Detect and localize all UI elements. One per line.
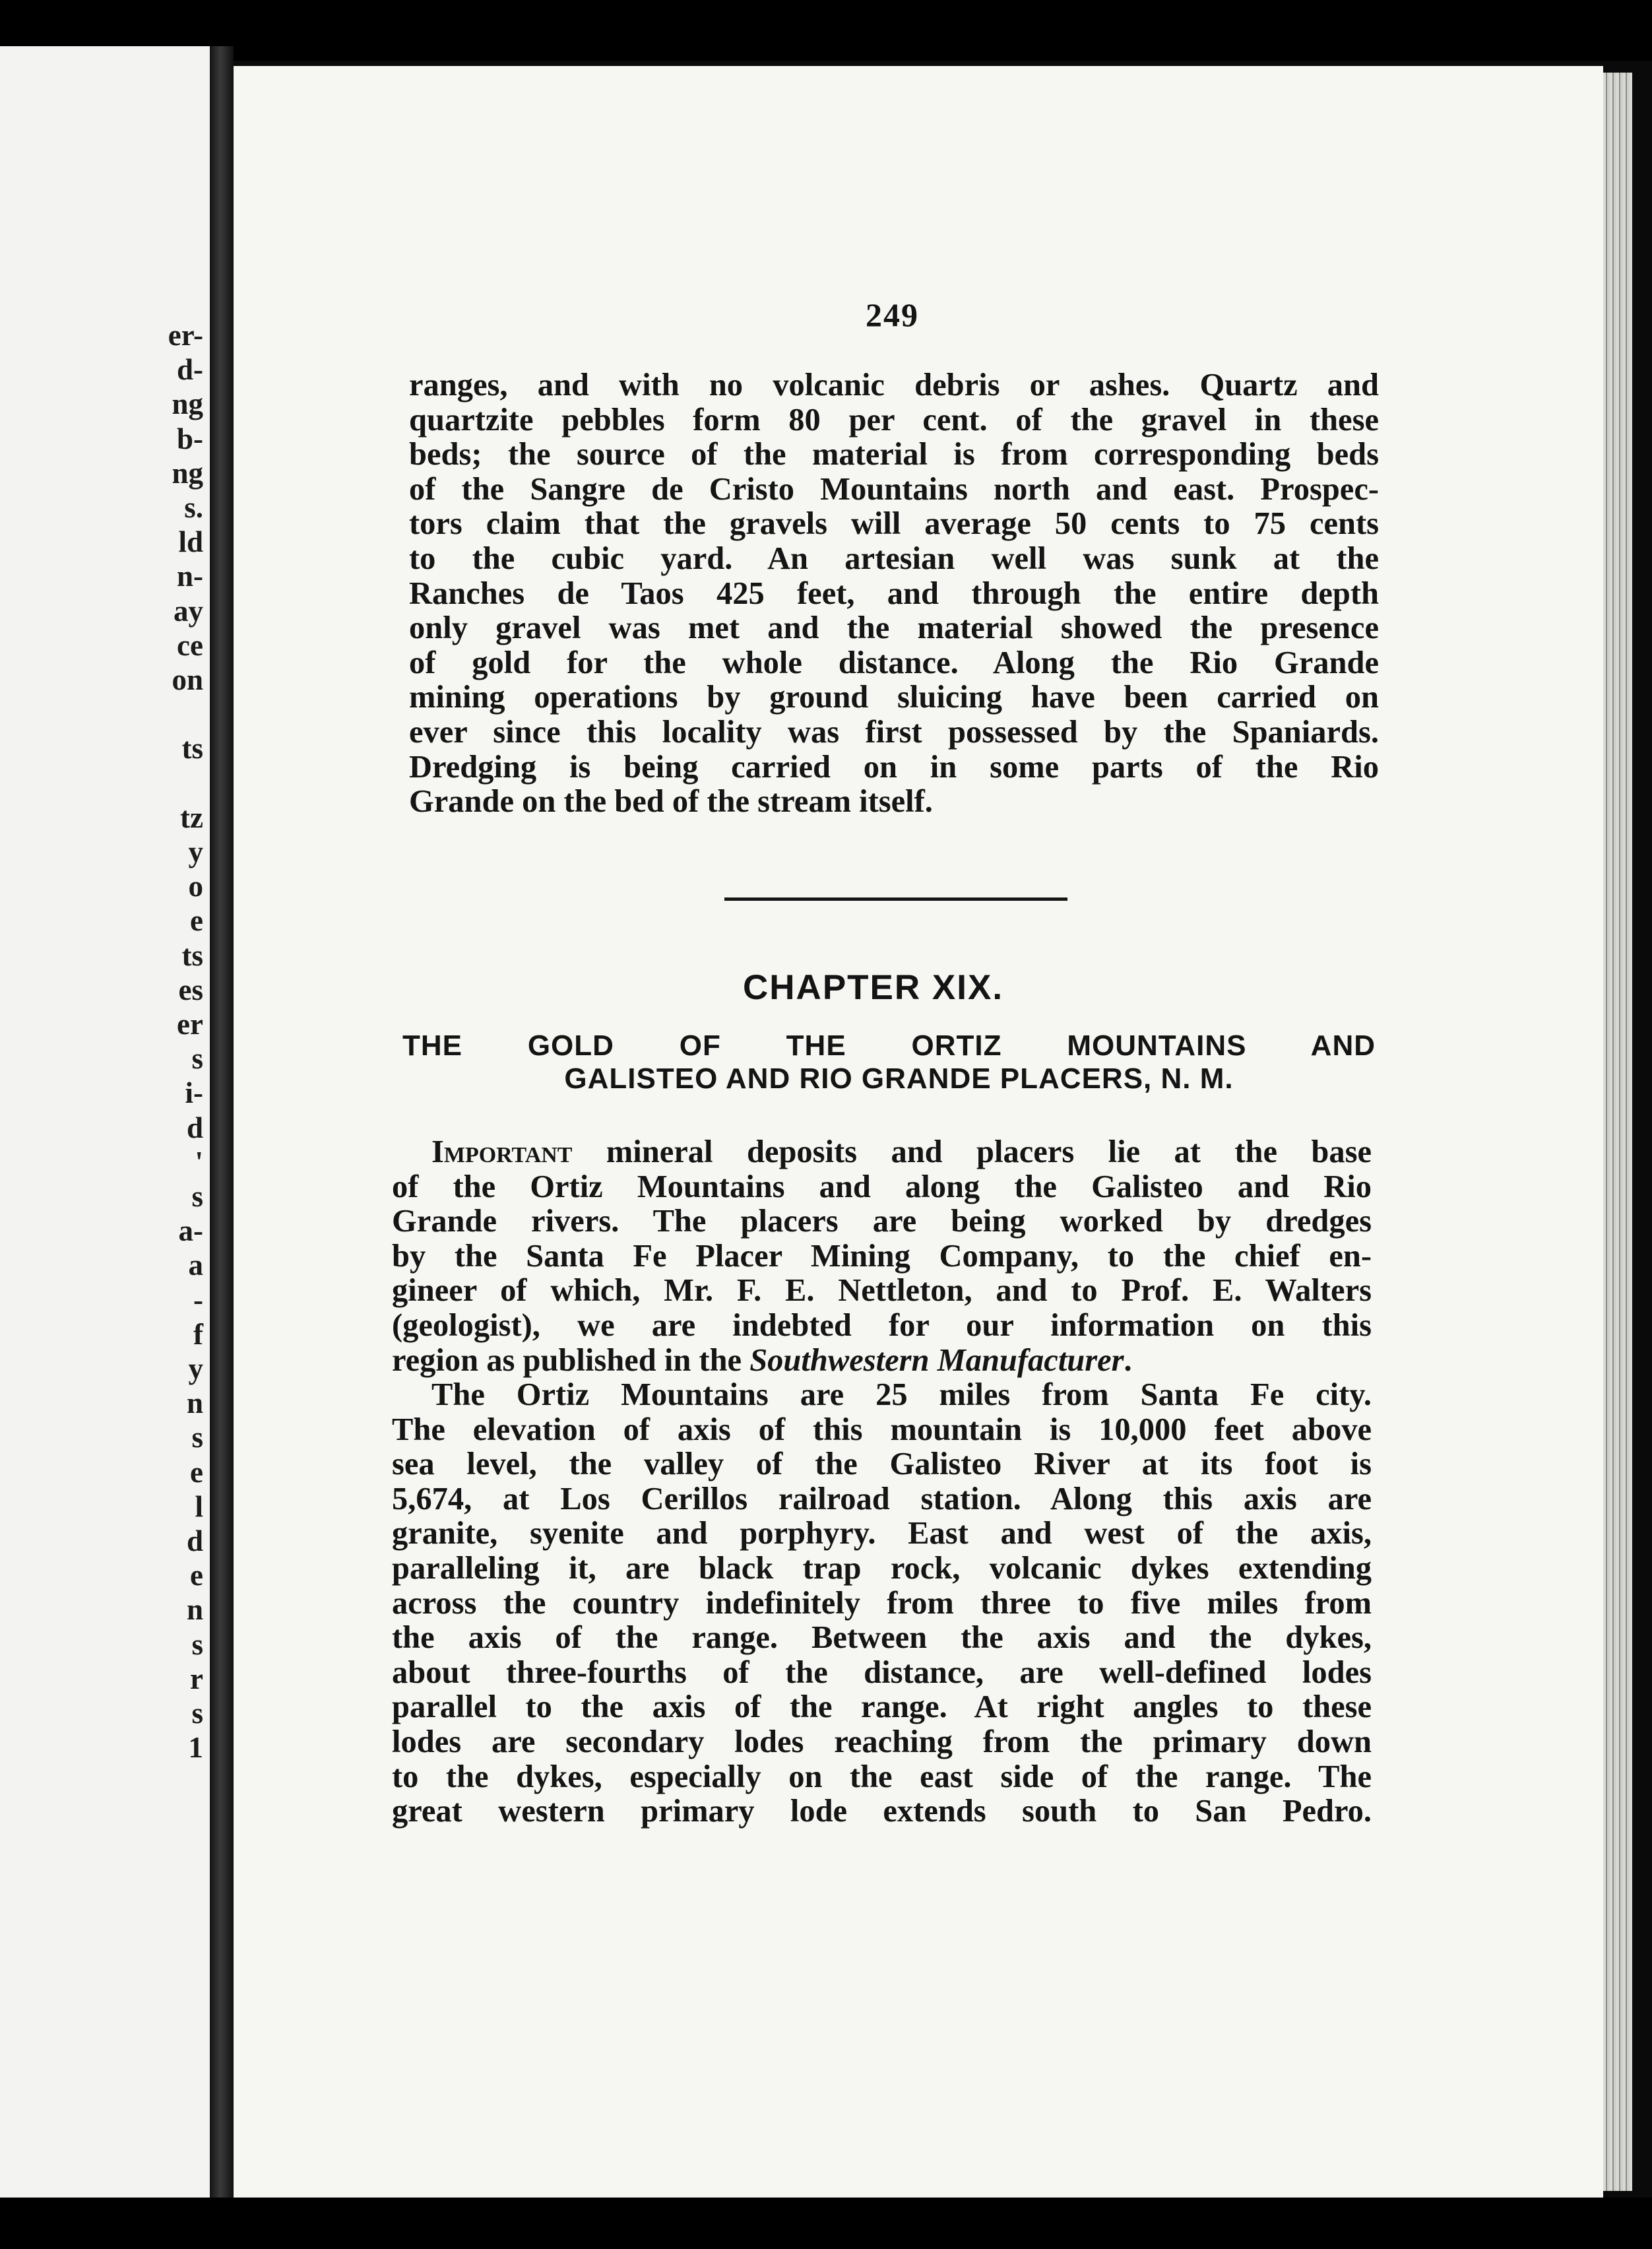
text-line: of the Sangre de Cristo Mountains north and east. Prospec- bbox=[409, 471, 1379, 507]
paragraph-continued bbox=[409, 368, 1379, 820]
text-line: (geologist), we are indebted for our information on this bbox=[392, 1307, 1372, 1343]
text-line: mining operations by ground sluicing have been carried on bbox=[409, 680, 1379, 715]
left-page-fragment: a- bbox=[178, 1214, 203, 1248]
text-line: to the cubic yard. An artesian well was sunk at the bbox=[409, 540, 1379, 576]
left-page-fragment: er- bbox=[168, 319, 203, 352]
left-page-fragment: 1 bbox=[188, 1731, 203, 1765]
text-line: paralleling it, are black trap rock, volcanic dykes extending bbox=[392, 1550, 1372, 1586]
left-page-fragment: ng bbox=[172, 456, 203, 490]
left-page-fragment: y bbox=[188, 1352, 203, 1385]
text-line: gineer of which, Mr. F. E. Nettleton, and to Prof. E. Walters bbox=[392, 1273, 1372, 1309]
chapter-heading bbox=[402, 1029, 1376, 1095]
left-page-fragment: s bbox=[191, 1042, 203, 1076]
left-page-fragment: ng bbox=[172, 387, 203, 421]
paragraph-lead-word: Important bbox=[431, 1134, 573, 1169]
text-line: The Ortiz Mountains are 25 miles from Santa Fe city. bbox=[431, 1377, 1372, 1412]
text-line: Grande rivers. The placers are being worked by dredges bbox=[392, 1204, 1372, 1239]
text-line: to the dykes, especially on the east side of the range. The bbox=[392, 1759, 1372, 1794]
text-line: great western primary lode extends south to San Pedro. bbox=[392, 1794, 1372, 1829]
page-edge-stack bbox=[1603, 73, 1632, 2191]
left-page-fragment: on bbox=[172, 663, 203, 696]
text-line: beds; the source of the material is from corresponding beds bbox=[409, 437, 1379, 473]
text-line: Dredging is being carried on in some parts of the Rio bbox=[409, 749, 1379, 785]
left-page-fragment: e bbox=[190, 1455, 203, 1489]
text-line: Grande on the bed of the stream itself. bbox=[409, 784, 933, 820]
text-line bbox=[392, 1344, 1372, 1379]
left-page-fragment: - bbox=[193, 1283, 203, 1317]
left-page-fragment: f bbox=[193, 1317, 203, 1351]
left-page-fragment: d- bbox=[176, 353, 203, 387]
text-line: tors claim that the gravels will average 50 cents to 75 cents bbox=[409, 506, 1379, 542]
text-line: sea level, the valley of the Galisteo River at its foot is bbox=[392, 1447, 1372, 1482]
left-page-fragment: ' bbox=[195, 1145, 203, 1179]
left-page-fragment: o bbox=[188, 870, 203, 903]
text-span: region as published in the bbox=[392, 1342, 742, 1378]
text-span: mineral deposits and placers lie at the base bbox=[606, 1134, 1372, 1169]
text-line: only gravel was met and the material showed the presence bbox=[409, 610, 1379, 646]
text-span: . bbox=[1124, 1342, 1132, 1378]
left-page-fragment: l bbox=[195, 1489, 203, 1523]
text-line: parallel to the axis of the range. At right angles to these bbox=[392, 1689, 1372, 1725]
left-page-fragment: s bbox=[191, 1697, 203, 1730]
left-page-fragment: e bbox=[190, 1559, 203, 1592]
text-line: ranges, and with no volcanic debris or ashes. Quartz and bbox=[409, 368, 1379, 403]
left-page-fragment: ce bbox=[177, 628, 203, 662]
paragraph bbox=[392, 1135, 1372, 1378]
scan-border-top bbox=[0, 0, 1652, 61]
left-page-fragment: ts bbox=[181, 938, 203, 972]
text-line: across the country indefinitely from three to five miles from bbox=[392, 1585, 1372, 1621]
text-line: The elevation of axis of this mountain is 10,000 feet above bbox=[392, 1412, 1372, 1447]
left-page-fragment: es bbox=[178, 973, 203, 1006]
text-line: by the Santa Fe Placer Mining Company, to the chief en- bbox=[392, 1238, 1372, 1274]
left-page-fragment: n bbox=[186, 1593, 203, 1627]
left-page-fragment: s bbox=[191, 1180, 203, 1213]
left-page-fragment: s bbox=[191, 1421, 203, 1454]
left-page-fragment: ld bbox=[178, 525, 203, 559]
left-page-fragment: r bbox=[190, 1662, 203, 1695]
text-line: granite, syenite and porphyry. East and west of the axis, bbox=[392, 1516, 1372, 1551]
chapter-title: CHAPTER XIX. bbox=[743, 968, 1004, 1007]
left-page-fragment: b- bbox=[176, 422, 203, 455]
page-number: 249 bbox=[866, 296, 919, 333]
text-line: lodes are secondary lodes reaching from the primary down bbox=[392, 1724, 1372, 1759]
left-page-fragment: n bbox=[186, 1386, 203, 1420]
chapter-heading-line: THE GOLD OF THE ORTIZ MOUNTAINS AND bbox=[402, 1029, 1376, 1062]
paragraph bbox=[392, 1378, 1372, 1829]
text-line: about three-fourths of the distance, are well-defined lodes bbox=[392, 1654, 1372, 1690]
left-page-fragment: tz bbox=[180, 800, 203, 834]
left-page-fragment: er bbox=[177, 1008, 203, 1041]
left-page-margin bbox=[0, 46, 210, 2204]
chapter-heading-line: GALISTEO AND RIO GRANDE PLACERS, N. M. bbox=[564, 1062, 1234, 1095]
text-line: Ranches de Taos 425 feet, and through the entire depth bbox=[409, 575, 1379, 611]
left-page-fragment: y bbox=[188, 835, 203, 868]
text-line bbox=[392, 1135, 1372, 1170]
section-divider-rule bbox=[724, 897, 1067, 901]
book-gutter bbox=[210, 46, 234, 2204]
left-page-fragment: d bbox=[186, 1111, 203, 1144]
left-page-fragment: ts bbox=[181, 732, 203, 766]
text-line: quartzite pebbles form 80 per cent. of the gravel in these bbox=[409, 402, 1379, 438]
left-page-fragment: n- bbox=[176, 560, 203, 593]
text-line: the axis of the range. Between the axis and the dykes, bbox=[392, 1620, 1372, 1656]
text-line: 5,674, at Los Cerillos railroad station. Along this axis are bbox=[392, 1481, 1372, 1516]
left-page-fragment: s. bbox=[184, 491, 203, 524]
left-page-fragment: e bbox=[190, 904, 203, 938]
text-line: ever since this locality was first possessed by the Spaniards. bbox=[409, 714, 1379, 750]
left-page-fragment: d bbox=[186, 1524, 203, 1557]
publication-title: Southwestern Manufacturer bbox=[749, 1342, 1124, 1378]
scan-border-bottom bbox=[0, 2198, 1652, 2249]
left-page-fragment: ay bbox=[174, 594, 203, 628]
left-page-fragment: s bbox=[191, 1627, 203, 1661]
text-line: of gold for the whole distance. Along the Rio Grande bbox=[409, 645, 1379, 680]
left-page-fragment: i- bbox=[185, 1076, 203, 1110]
left-page-fragment: a bbox=[188, 1249, 203, 1282]
text-line: of the Ortiz Mountains and along the Galisteo and Rio bbox=[392, 1169, 1372, 1204]
